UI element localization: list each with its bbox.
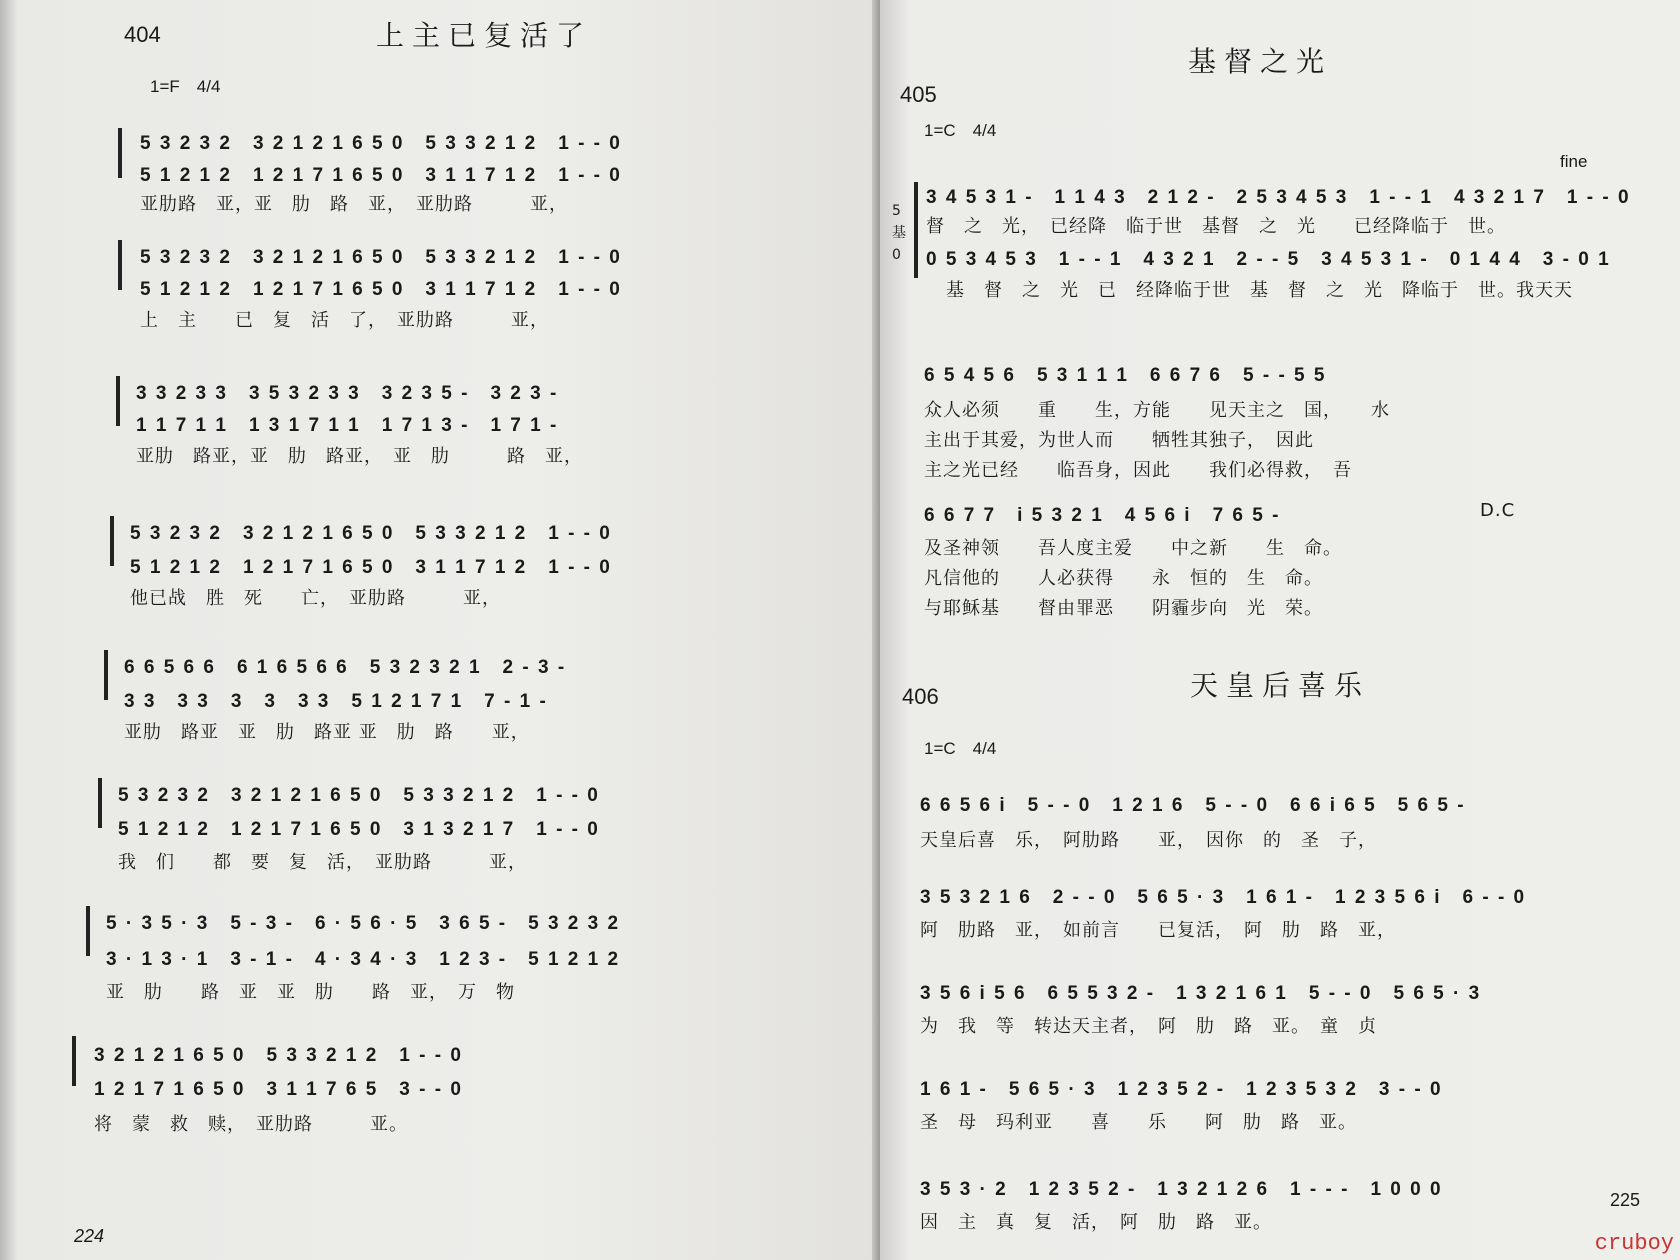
verse-lyric: 众人必须 重 生，方能 见天主之 国， 水	[924, 400, 1390, 421]
system-brace	[72, 1036, 80, 1086]
verse-notes: 6 5 4 5 6 5 3 1 1 1 6 6 7 6 5 - - 5 5	[924, 365, 1327, 386]
verse-lyric: 及圣神领 吾人度主爱 中之新 生 命。	[924, 538, 1342, 559]
upper-voice: 3 3 2 3 3 3 5 3 2 3 3 3 2 3 5 - 3 2 3 -	[136, 383, 559, 404]
hymn-title: 上主已复活了	[376, 19, 593, 52]
upper-voice: 5 3 2 3 2 3 2 1 2 1 6 5 0 5 3 3 2 1 2 1 - - 0	[130, 523, 612, 544]
key-signature: 1=F 4/4	[150, 77, 221, 96]
key-signature: 1=C 4/4	[924, 121, 997, 140]
lyric-line: 督 之 光， 已经降 临于世 基督 之 光 已经降临于 世。	[926, 216, 1506, 237]
upper-voice: 5 · 3 5 · 3 5 - 3 - 6 · 5 6 · 5 3 6 5 - 5 3 2 3 2	[106, 913, 621, 934]
lyric-line: 因 主 真 复 活， 阿 肋 路 亚。	[920, 1212, 1272, 1233]
lyric-line: 将 蒙 救 赎， 亚肋路 亚。	[94, 1114, 408, 1135]
lower-voice: 1 2 1 7 1 6 5 0 3 1 1 7 6 5 3 - - 0	[94, 1079, 463, 1100]
lower-voice: 5 1 2 1 2 1 2 1 7 1 6 5 0 3 1 3 2 1 7 1 - - 0	[118, 819, 600, 840]
upper-voice: 5 3 2 3 2 3 2 1 2 1 6 5 0 5 3 3 2 1 2 1 - - 0	[140, 247, 622, 268]
system-brace	[110, 516, 118, 566]
upper-voice: 6 6 5 6 6 6 1 6 5 6 6 5 3 2 3 2 1 2 - 3 -	[124, 657, 567, 678]
system-brace	[98, 778, 106, 828]
page-number: 224	[74, 1226, 105, 1246]
system-brace	[104, 650, 112, 700]
lyric-line: 上 主 已 复 活 了， 亚肋路 亚，	[140, 310, 549, 331]
lyric-line: 亚肋 路亚，亚 肋 路亚， 亚 肋 路 亚，	[136, 446, 583, 467]
watermark: cruboy	[1594, 1231, 1674, 1256]
dc-marking: D.C	[1480, 500, 1516, 521]
upper-voice: 5 3 2 3 2 3 2 1 2 1 6 5 0 5 3 3 2 1 2 1 - - 0	[140, 133, 622, 154]
lower-voice: 3 3 3 3 3 3 3 3 5 1 2 1 7 1 7 - 1 -	[124, 691, 548, 712]
upper-voice: 3 2 1 2 1 6 5 0 5 3 3 2 1 2 1 - - 0	[94, 1045, 463, 1066]
lower-voice: 3 · 1 3 · 1 3 - 1 - 4 · 3 4 · 3 1 2 3 - 5 1 2 1 2	[106, 949, 621, 970]
verse-lyric: 主之光已经 临吾身，因此 我们必得救， 吾	[924, 460, 1352, 481]
lyric-line: 亚肋路 亚，亚 肋 路 亚， 亚肋路 亚，	[140, 194, 568, 215]
lower-voice: 1 1 7 1 1 1 3 1 7 1 1 1 7 1 3 - 1 7 1 -	[136, 415, 559, 436]
melody-line: 3 5 3 2 1 6 2 - - 0 5 6 5 · 3 1 6 1 - 1 2 3 5 6 i 6 - - 0	[920, 887, 1527, 908]
side-label: 5 基 0	[892, 203, 907, 263]
lyric-line: 亚 肋 路 亚 亚 肋 路 亚， 万 物	[106, 982, 515, 1003]
hymn-title: 基督之光	[1188, 45, 1333, 78]
lower-voice: 5 1 2 1 2 1 2 1 7 1 6 5 0 3 1 1 7 1 2 1 - - 0	[130, 557, 612, 578]
lyric-line: 他已战 胜 死 亡， 亚肋路 亚，	[130, 588, 501, 609]
lower-voice: 0 5 3 4 5 3 1 - - 1 4 3 2 1 2 - - 5 3 4 5 3 1 - 0 1 4 4 3 - 0 1	[926, 249, 1611, 270]
verse-lyric: 主出于其爱，为世人而 牺牲其独子， 因此	[924, 430, 1314, 451]
hymn-title: 天皇后喜乐	[1190, 669, 1371, 702]
system-brace	[86, 906, 94, 956]
melody-line: 1 6 1 - 5 6 5 · 3 1 2 3 5 2 - 1 2 3 5 3 2 3 - - 0	[920, 1079, 1443, 1100]
system-brace	[116, 376, 124, 426]
lyric-line: 亚肋 路亚 亚 肋 路亚 亚 肋 路 亚，	[124, 722, 530, 743]
lyric-line: 圣 母 玛利亚 喜 乐 阿 肋 路 亚。	[920, 1112, 1357, 1133]
system-brace	[118, 240, 126, 290]
hymn-number: 405	[900, 82, 937, 107]
system-brace	[914, 182, 922, 278]
verse-lyric: 凡信他的 人必获得 永 恒的 生 命。	[924, 568, 1323, 589]
lyric-line: 为 我 等 转达天主者， 阿 肋 路 亚。 童 贞	[920, 1016, 1377, 1037]
hymn-number: 406	[902, 684, 939, 709]
key-signature: 1=C 4/4	[924, 739, 997, 758]
system-brace	[118, 128, 126, 178]
lower-voice: 5 1 2 1 2 1 2 1 7 1 6 5 0 3 1 1 7 1 2 1 - - 0	[140, 279, 622, 300]
lyric-line: 我 们 都 要 复 活， 亚肋路 亚，	[118, 852, 527, 873]
lyric-line: 天皇后喜 乐， 阿肋路 亚， 因你 的 圣 子，	[920, 830, 1377, 851]
fine-marking: fine	[1560, 152, 1588, 171]
upper-voice: 5 3 2 3 2 3 2 1 2 1 6 5 0 5 3 3 2 1 2 1 - - 0	[118, 785, 600, 806]
verse-lyric: 与耶稣基 督由罪恶 阴霾步向 光 荣。	[924, 598, 1323, 619]
lower-voice: 5 1 2 1 2 1 2 1 7 1 6 5 0 3 1 1 7 1 2 1 - - 0	[140, 165, 622, 186]
lyric-line: 基 督 之 光 已 经降临于世 基 督 之 光 降临于 世。我天天	[946, 280, 1573, 301]
upper-voice: 3 4 5 3 1 - 1 1 4 3 2 1 2 - 2 5 3 4 5 3 1 - - 1 4 3 2 1 7 1 - - 0	[926, 187, 1631, 208]
melody-line: 3 5 3 · 2 1 2 3 5 2 - 1 3 2 1 2 6 1 - - - 1 0 0 0	[920, 1179, 1443, 1200]
lyric-line: 阿 肋路 亚， 如前言 已复活， 阿 肋 路 亚，	[920, 920, 1396, 941]
melody-line: 3 5 6 i 5 6 6 5 5 3 2 - 1 3 2 1 6 1 5 - - 0 5 6 5 · 3	[920, 983, 1482, 1004]
page-number: 225	[1610, 1190, 1641, 1210]
right-page	[880, 0, 1680, 1260]
verse-notes: 6 6 7 7 i 5 3 2 1 4 5 6 i 7 6 5 -	[924, 505, 1281, 526]
melody-line: 6 6 5 6 i 5 - - 0 1 2 1 6 5 - - 0 6 6 i 6 5 5 6 5 -	[920, 795, 1466, 816]
hymn-number: 404	[124, 22, 161, 47]
